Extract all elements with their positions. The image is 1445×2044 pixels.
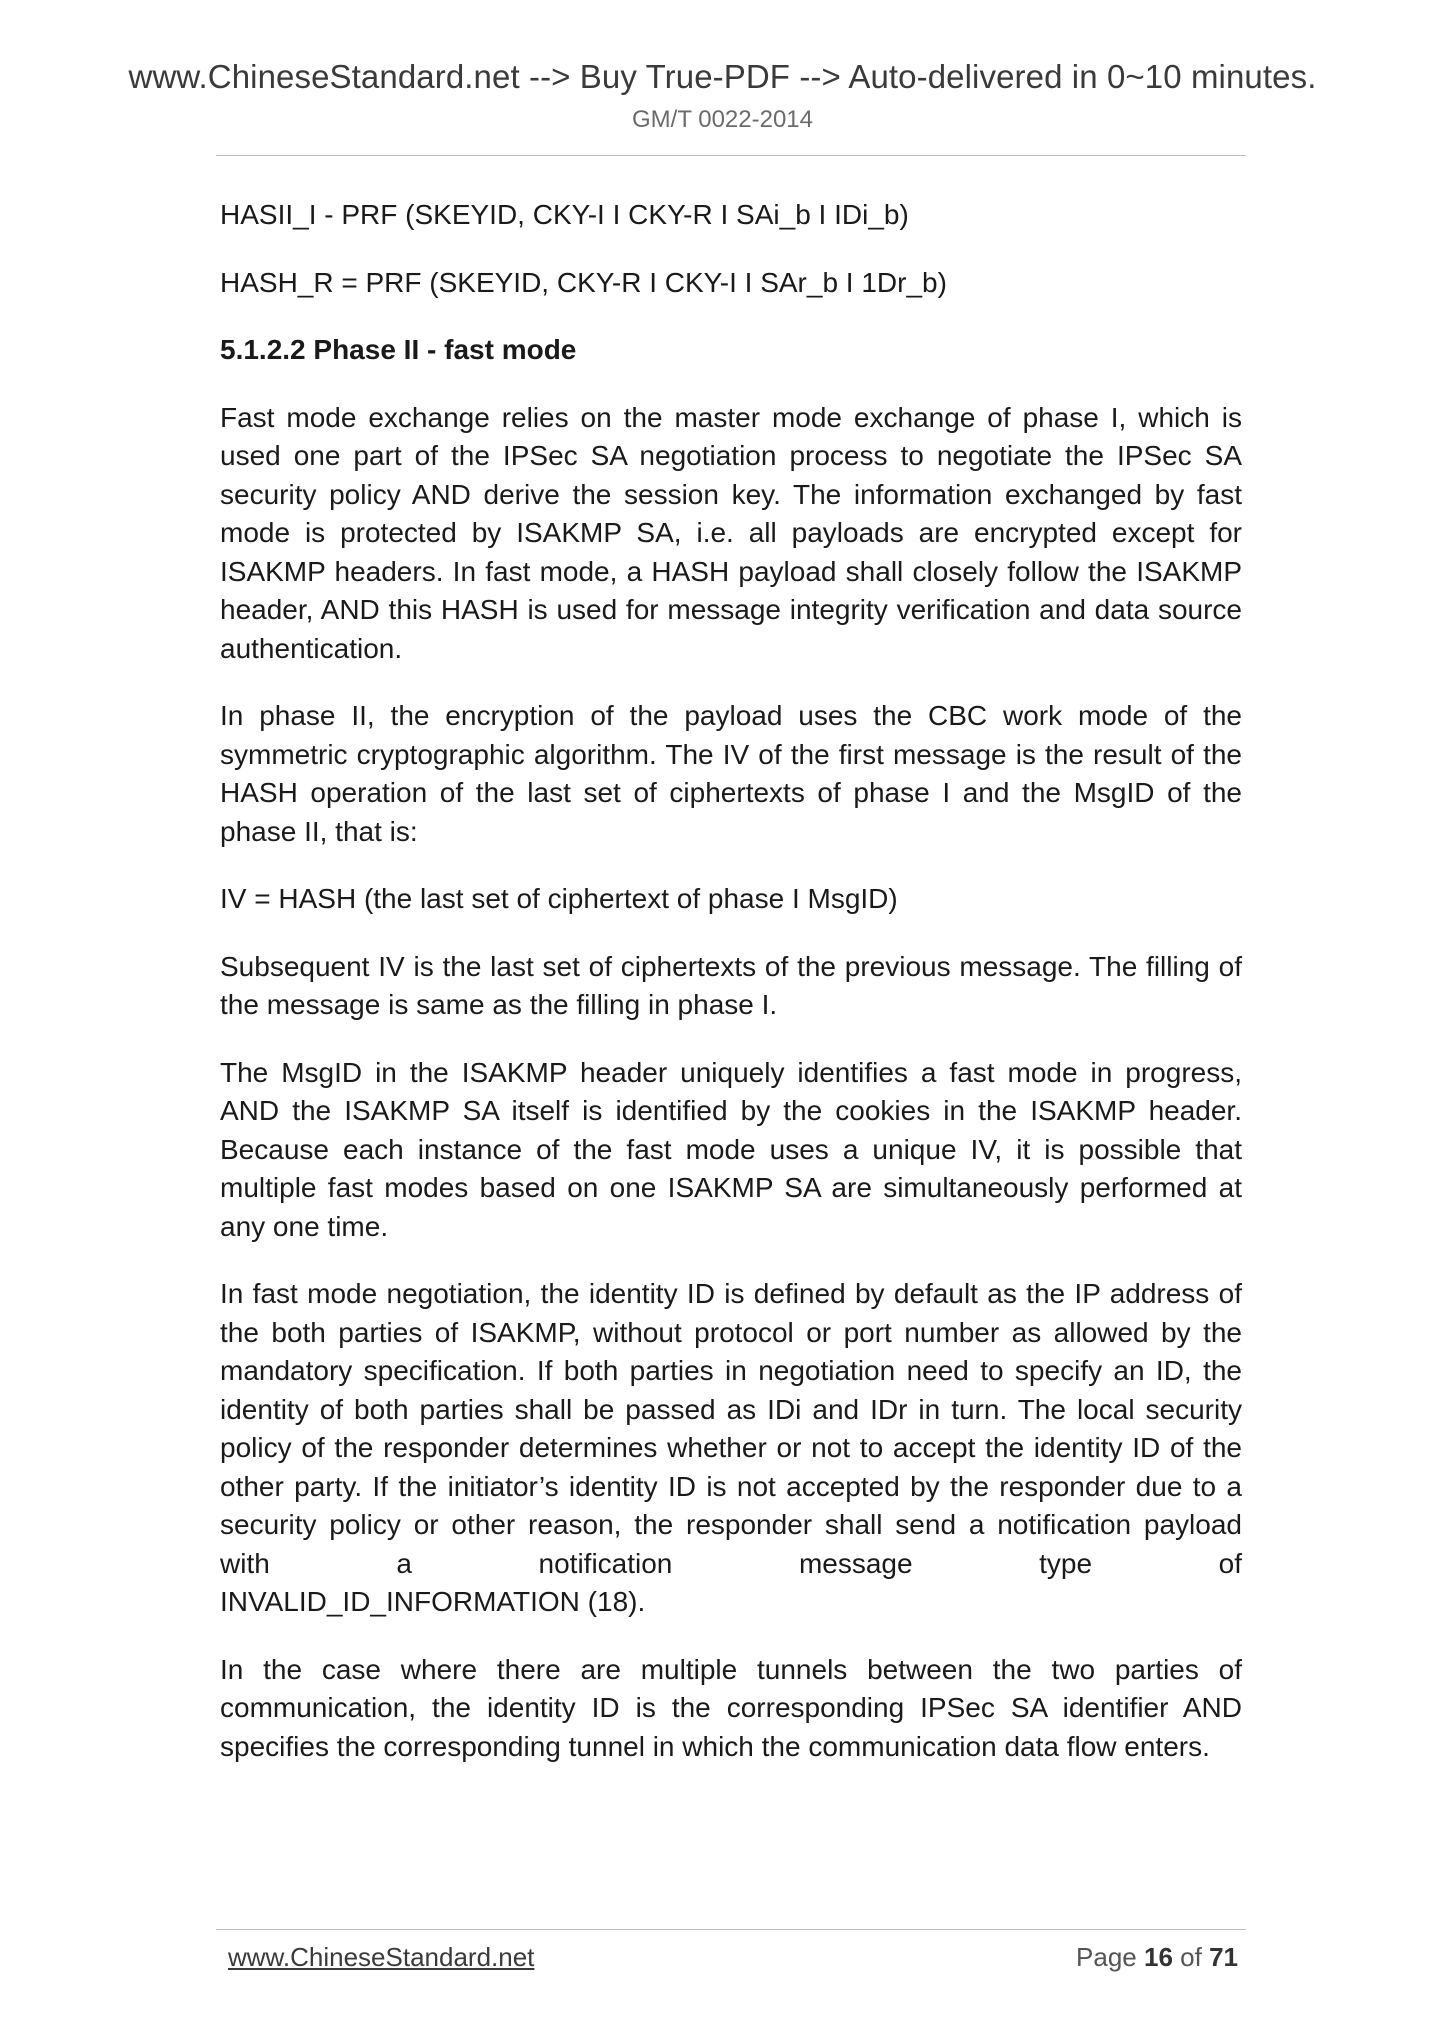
paragraph-multiple-tunnels: In the case where there are multiple tunnels between the two parties of communication, the identity ID is the corresponding IPSec SA identifier AND specifies the corresponding tunnel in which the communication data flow enters. (220, 1653, 1242, 1762)
paragraph-identity-id (220, 1275, 1242, 1622)
formula-hash-i: HASII_I - PRF (SKEYID, CKY-I I CKY-R I SAi_b I IDi_b) (220, 199, 909, 230)
page-of: of (1180, 1942, 1202, 1972)
page-number (1076, 1942, 1238, 1973)
page-body (220, 196, 1242, 1795)
footer-website-link[interactable]: www.ChineseStandard.net (228, 1942, 535, 1972)
page-current: 16 (1144, 1942, 1173, 1972)
paragraph-msgid: The MsgID in the ISAKMP header uniquely identifies a fast mode in progress, AND the ISAKMP SA itself is identified by the cookies in the ISAKMP header. Because each instance of the fast mode uses a unique IV, it is possible that multiple fast modes based on one ISAKMP SA are simultaneously performed at any one time. (220, 1056, 1242, 1242)
paragraph-phase-ii-encryption: In phase II, the encryption of the payload uses the CBC work mode of the symmetric cryptographic algorithm. The IV of the first message is the result of the HASH operation of the last set of ciphertexts of phase I and the MsgID of the phase II, that is: (220, 700, 1242, 847)
formula-hash-r: HASH_R = PRF (SKEYID, CKY-R I CKY-I I SAr_b I 1Dr_b) (220, 266, 947, 298)
footer-divider (216, 1929, 1246, 1930)
page-total: 71 (1209, 1942, 1238, 1972)
paragraph-fast-mode-exchange: Fast mode exchange relies on the master mode exchange of phase I, which is used one part of the IPSec SA negotiation process to negotiate the IPSec SA security policy AND derive the session key. The information exchanged by fast mode is protected by ISAKMP SA, i.e. all payloads are encrypted except for ISAKMP headers. In fast mode, a HASH payload shall closely follow the ISAKMP header, AND this HASH is used for message integrity verification and data source authentication. (220, 401, 1242, 664)
header-divider (216, 155, 1246, 156)
paragraph-identity-id-main: In fast mode negotiation, the identity ID is defined by default as the IP address of the both parties of ISAKMP, without protocol or port number as allowed by the mandatory specification. If both parties in negotiation need to specify an ID, the identity of both parties shall be passed as IDi and IDr in turn. The local security policy of the responder determines whether or not to accept the identity ID of the other party. If the initiator’s identity ID is not accepted by the responder due to a security policy or other reason, the responder shall send a notification payload with a notification message type of (220, 1278, 1242, 1579)
paragraph-identity-id-tail: INVALID_ID_INFORMATION (18). (220, 1586, 646, 1617)
header-banner: www.ChineseStandard.net --> Buy True-PDF --> Auto-delivered in 0~10 minutes. (128, 58, 1317, 95)
page-label: Page (1076, 1942, 1137, 1972)
section-heading: 5.1.2.2 Phase II - fast mode (220, 334, 577, 365)
document-code: GM/T 0022-2014 (632, 106, 813, 133)
formula-iv: IV = HASH (the last set of ciphertext of phase I MsgID) (220, 883, 898, 914)
paragraph-subsequent-iv: Subsequent IV is the last set of ciphertexts of the previous message. The filling of the message is same as the filling in phase I. (220, 950, 1242, 1020)
page-footer (216, 1942, 1246, 1982)
